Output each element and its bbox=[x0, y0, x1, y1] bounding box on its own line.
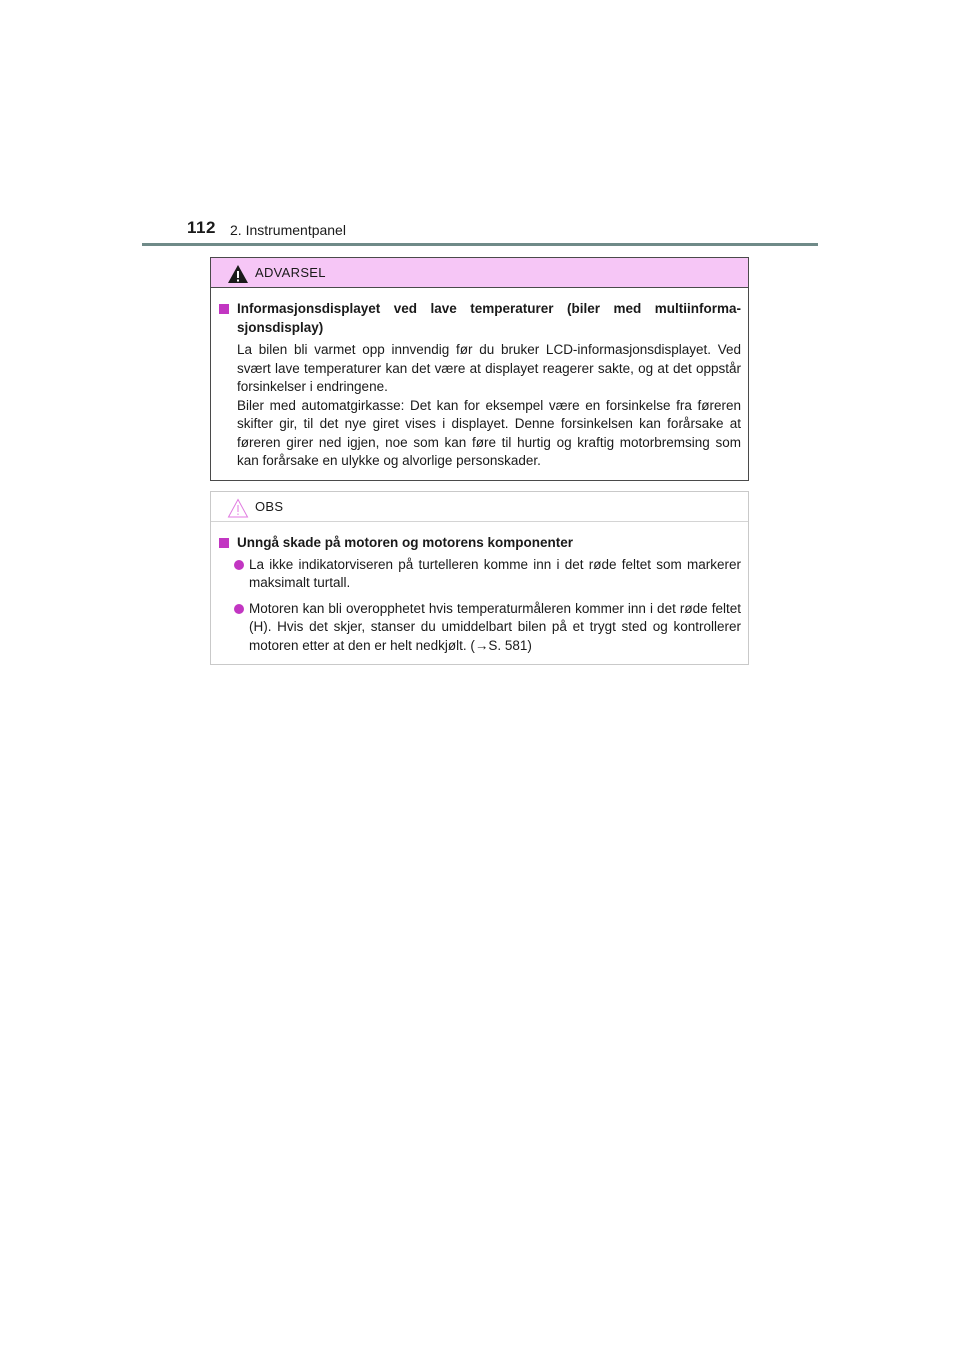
square-bullet-icon bbox=[219, 304, 229, 314]
square-bullet-icon bbox=[219, 538, 229, 548]
warning-body bbox=[211, 288, 748, 471]
notice-body bbox=[211, 522, 748, 655]
warning-box bbox=[210, 257, 749, 481]
page-number: 112 bbox=[187, 218, 216, 237]
list-item: La ikke indikatorviseren på turtelleren komme inn i det røde feltet som markerer maksimalt turtall. bbox=[218, 556, 741, 593]
notice-section-title: Unngå skade på motoren og motorens komponenter bbox=[218, 534, 741, 553]
warning-section-title: Informasjonsdisplayet ved lave temperaturer (biler med multiinforma-sjonsdisplay) bbox=[218, 300, 741, 337]
circle-bullet-icon bbox=[234, 604, 244, 614]
notice-header bbox=[211, 492, 748, 522]
header-rule bbox=[142, 243, 818, 246]
warning-triangle-outline-icon bbox=[227, 498, 249, 518]
list-item: Motoren kan bli overopphetet hvis temperaturmåleren kommer inn i det røde feltet (H). Hvis det skjer, stanser du umiddelbart bilen på et trygt sted og kontrollerer motoren etter at den er helt nedkjølt. (→S. 581) bbox=[218, 600, 741, 656]
warning-triangle-filled-icon bbox=[227, 264, 249, 284]
notice-box bbox=[210, 491, 749, 665]
warning-label: ADVARSEL bbox=[255, 265, 326, 280]
chapter-title: 2. Instrumentpanel bbox=[230, 222, 346, 238]
warning-paragraph bbox=[218, 341, 741, 471]
warning-header bbox=[211, 258, 748, 288]
warning-paragraph-1: La bilen bli varmet opp innvendig før du bruker LCD-informasjonsdisplayet. Ved svært lave temperaturer kan det være at displayet reagerer sakte, og at det oppstår forsinkelser i endringene. bbox=[237, 342, 741, 394]
circle-bullet-icon bbox=[234, 560, 244, 570]
warning-paragraph-2: Biler med automatgirkasse: Det kan for eksempel være en forsinkelse fra føreren skifter gir, til det nye giret vises i displayet. Denne forsinkelsen kan forårsake at føreren girer ned igjen, noe som kan føre til hurtig og kraftig motorbremsing som kan forårsake en ulykke og alvorlige personskader. bbox=[237, 397, 741, 468]
notice-label: OBS bbox=[255, 499, 284, 514]
